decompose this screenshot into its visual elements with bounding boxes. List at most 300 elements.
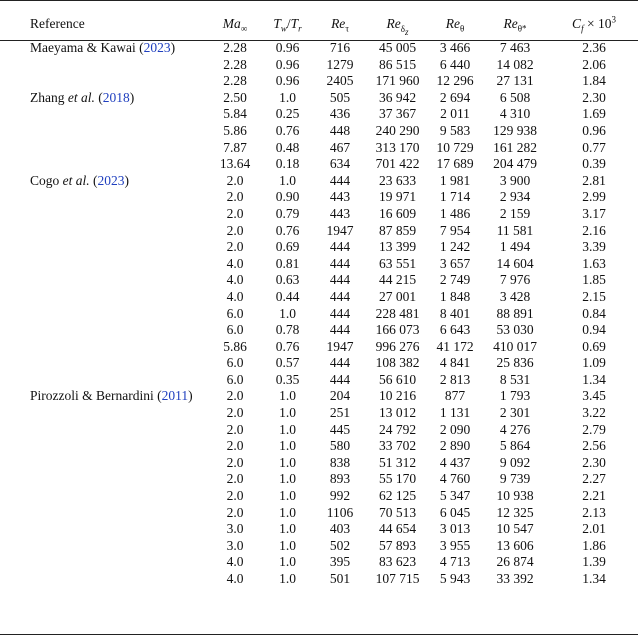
reference-cell [0, 488, 210, 505]
cell-cf: 2.06 [582, 56, 606, 72]
cell-re-delta: 63 551 [378, 255, 417, 271]
reference-author: Cogo [30, 172, 60, 188]
cell-re-delta: 45 005 [378, 40, 417, 55]
cell-re-theta-star: 12 325 [496, 504, 534, 520]
cell-cf: 2.16 [582, 222, 606, 238]
cell-mach: 2.0 [226, 421, 244, 437]
reference-cell [0, 521, 210, 538]
cell-re-theta-star: 2 934 [499, 189, 531, 205]
cell-re-theta: 2 011 [440, 106, 470, 122]
reference-cell [0, 455, 210, 472]
cell-mach: 6.0 [226, 305, 244, 321]
cell-re-theta: 4 437 [439, 454, 471, 470]
table-row [0, 488, 638, 505]
reference-author: Maeyama & Kawai [30, 40, 136, 55]
cell-cf: 2.30 [582, 454, 606, 470]
col-header-mach [210, 8, 260, 40]
cell-re-delta: 44 654 [378, 521, 417, 537]
reference-cell [0, 422, 210, 439]
cell-re-theta: 2 749 [439, 272, 471, 288]
cell-re-tau: 444 [329, 272, 351, 288]
cell-temp-ratio: 1.0 [279, 388, 296, 404]
cell-mach: 2.0 [226, 205, 244, 221]
reference-et-al: et al. [62, 172, 90, 188]
reference-year-link[interactable]: 2011 [161, 388, 189, 404]
cell-re-theta: 1 242 [439, 239, 471, 255]
cell-re-tau: 893 [329, 471, 351, 487]
cell-mach: 5.86 [223, 122, 247, 138]
cell-temp-ratio: 0.90 [275, 189, 300, 205]
reference-cell [0, 322, 210, 339]
cell-cf: 2.01 [582, 521, 606, 537]
reference-cell [0, 372, 210, 389]
cell-re-tau: 502 [329, 537, 351, 553]
cell-cf: 1.63 [582, 255, 606, 271]
cell-re-delta: 701 422 [375, 156, 420, 172]
cell-re-theta-star: 33 392 [496, 571, 534, 586]
header-reference-label: Reference [30, 16, 85, 31]
cell-cf: 0.39 [582, 156, 606, 172]
cell-re-theta-star: 3 900 [499, 172, 531, 188]
reference-year-link[interactable]: 2023 [97, 172, 125, 188]
table-row [0, 239, 638, 256]
cell-re-delta: 57 893 [378, 537, 417, 553]
table-row [0, 106, 638, 123]
cell-re-theta: 1 848 [439, 288, 471, 304]
data-table [0, 8, 638, 588]
cell-re-theta: 3 013 [439, 521, 471, 537]
cell-temp-ratio: 1.0 [279, 488, 296, 504]
cell-re-tau: 436 [329, 106, 351, 122]
cell-temp-ratio: 1.0 [279, 172, 296, 188]
cell-cf: 2.99 [582, 189, 606, 205]
cell-re-delta: 16 609 [378, 205, 417, 221]
reference-cell [0, 538, 210, 555]
cell-mach: 4.0 [226, 288, 244, 304]
header-cf-subscript: f [581, 23, 584, 34]
table-row [0, 156, 638, 173]
cell-temp-ratio: 1.0 [279, 89, 296, 105]
header-re-delta-subsubscript: z [404, 26, 409, 37]
cell-re-theta-star: 1 494 [499, 239, 531, 255]
cell-re-tau: 1947 [326, 222, 354, 238]
table-body [0, 40, 638, 588]
cell-re-theta-star: 129 938 [493, 122, 537, 138]
cell-re-theta: 5 347 [439, 488, 471, 504]
cell-cf: 0.84 [582, 305, 606, 321]
table-row [0, 272, 638, 289]
cell-temp-ratio: 0.96 [275, 73, 300, 89]
reference-cell [0, 123, 210, 140]
cell-mach: 2.0 [226, 189, 244, 205]
cell-cf: 0.96 [582, 122, 606, 138]
cell-re-theta-star: 14 604 [496, 255, 534, 271]
reference-cell [0, 239, 210, 256]
reference-year-link[interactable]: 2023 [143, 40, 171, 55]
cell-re-tau: 634 [329, 156, 351, 172]
table-row [0, 189, 638, 206]
cell-re-tau: 204 [329, 388, 351, 404]
cell-cf: 2.56 [582, 438, 606, 454]
cell-re-theta-star: 2 301 [499, 405, 531, 421]
cell-re-theta-star: 11 581 [496, 222, 534, 238]
cell-re-delta: 996 276 [375, 338, 420, 354]
cell-re-delta: 107 715 [375, 571, 420, 586]
cell-cf: 1.34 [582, 571, 606, 586]
cell-re-delta: 13 012 [378, 405, 417, 421]
header-re-theta-symbol: Re [445, 16, 460, 31]
table-row [0, 405, 638, 422]
table-bottom-rule [0, 634, 638, 635]
cell-re-theta-star: 3 428 [499, 288, 531, 304]
cell-re-theta: 877 [444, 388, 466, 404]
cell-temp-ratio: 0.96 [275, 56, 300, 72]
header-cf-multiplier: × 10 [583, 16, 612, 31]
reference-author: Zhang [30, 89, 65, 105]
cell-temp-ratio: 0.48 [275, 139, 300, 155]
cell-mach: 6.0 [226, 322, 244, 338]
cell-re-delta: 86 515 [378, 56, 417, 72]
cell-temp-ratio: 0.81 [275, 255, 300, 271]
table-row [0, 455, 638, 472]
cell-re-delta: 171 960 [375, 73, 420, 89]
table-row [0, 355, 638, 372]
cell-mach: 4.0 [226, 272, 244, 288]
cell-cf: 1.09 [582, 355, 606, 371]
cell-cf: 1.69 [582, 106, 606, 122]
cell-re-tau: 444 [329, 172, 351, 188]
reference-cell [0, 189, 210, 206]
cell-re-delta: 166 073 [375, 322, 420, 338]
table-row [0, 388, 638, 405]
reference-et-al: et al. [67, 89, 95, 105]
cell-temp-ratio: 0.76 [275, 122, 300, 138]
cell-temp-ratio: 1.0 [279, 554, 296, 570]
header-tr-subscript: r [298, 23, 302, 34]
table-row [0, 505, 638, 522]
cell-temp-ratio: 0.78 [275, 322, 300, 338]
reference-cell [0, 339, 210, 356]
cell-re-theta-star: 27 131 [496, 73, 534, 89]
cell-re-theta-star: 9 092 [499, 454, 531, 470]
cell-re-theta: 6 643 [439, 322, 471, 338]
cell-re-tau: 2405 [326, 73, 354, 89]
cell-re-delta: 37 367 [378, 106, 417, 122]
cell-mach: 2.0 [226, 172, 244, 188]
cell-re-theta: 17 689 [436, 156, 474, 172]
cell-temp-ratio: 1.0 [279, 504, 296, 520]
cell-re-tau: 467 [329, 139, 351, 155]
cell-re-theta-star: 204 479 [493, 156, 537, 172]
table-row [0, 372, 638, 389]
cell-re-delta: 70 513 [378, 504, 417, 520]
cell-cf: 2.21 [582, 488, 606, 504]
reference-cell [0, 256, 210, 273]
cell-mach: 13.64 [219, 156, 251, 172]
cell-re-tau: 448 [329, 122, 351, 138]
cell-temp-ratio: 1.0 [279, 454, 296, 470]
reference-year-link[interactable]: 2018 [102, 89, 130, 105]
cell-re-theta: 41 172 [436, 338, 474, 354]
cell-re-theta: 3 955 [439, 537, 471, 553]
col-header-re-theta [430, 8, 480, 40]
cell-cf: 2.15 [582, 288, 606, 304]
cell-re-tau: 444 [329, 239, 351, 255]
cell-re-theta-star: 4 276 [499, 421, 531, 437]
cell-re-theta-star: 8 531 [499, 371, 531, 387]
cell-re-delta: 51 312 [378, 454, 417, 470]
header-re-delta-subscript: δ [400, 23, 405, 34]
cell-re-delta: 13 399 [378, 239, 417, 255]
cell-cf: 3.17 [582, 205, 606, 221]
cell-re-theta: 6 045 [439, 504, 471, 520]
cell-re-theta: 1 486 [439, 205, 471, 221]
reference-cell [0, 505, 210, 522]
cell-temp-ratio: 0.79 [275, 205, 300, 221]
cell-re-tau: 1279 [326, 56, 354, 72]
col-header-temp-ratio: $T_w/T_r$ [273, 16, 302, 34]
cell-re-delta: 10 216 [378, 388, 417, 404]
cell-cf: 3.39 [582, 239, 606, 255]
cell-re-theta-star: 2 159 [499, 205, 531, 221]
header-re-delta-symbol: Re [386, 16, 401, 31]
cell-re-tau: 443 [329, 205, 351, 221]
header-ma-symbol: Ma [222, 16, 241, 31]
reference-cell [0, 57, 210, 74]
cell-cf: 2.27 [582, 471, 606, 487]
cell-re-theta: 7 954 [439, 222, 471, 238]
table-row [0, 90, 638, 107]
cell-re-tau: 403 [329, 521, 351, 537]
cell-mach: 3.0 [226, 521, 244, 537]
cell-re-theta-star: 410 017 [493, 338, 537, 354]
cell-re-theta-star: 88 891 [496, 305, 534, 321]
cell-cf: 2.79 [582, 421, 606, 437]
reference-cell: Pirozzoli & Bernardini (2011) [30, 388, 193, 404]
header-tr-symbol: T [290, 16, 299, 31]
reference-cell [0, 272, 210, 289]
cell-temp-ratio: 0.35 [275, 371, 300, 387]
cell-re-theta-star: 7 976 [499, 272, 531, 288]
table-row [0, 140, 638, 157]
cell-mach: 2.0 [226, 388, 244, 404]
cell-mach: 2.28 [223, 73, 247, 89]
cell-re-theta-star: 7 463 [499, 40, 531, 55]
reference-cell [0, 223, 210, 240]
header-tw-subscript: w [280, 23, 287, 34]
cell-cf: 2.30 [582, 89, 606, 105]
reference-cell [0, 140, 210, 157]
cell-temp-ratio: 1.0 [279, 405, 296, 421]
cell-temp-ratio: 1.0 [279, 438, 296, 454]
cell-mach: 2.0 [226, 405, 244, 421]
cell-re-tau: 444 [329, 255, 351, 271]
cell-mach: 7.87 [223, 139, 247, 155]
table-row [0, 206, 638, 223]
table-row [0, 123, 638, 140]
reference-cell [0, 306, 210, 323]
cell-re-tau: 838 [329, 454, 351, 470]
cell-temp-ratio: 0.25 [275, 106, 300, 122]
cell-temp-ratio: 0.63 [275, 272, 300, 288]
cell-re-theta-star: 4 310 [499, 106, 531, 122]
cell-temp-ratio: 0.76 [275, 222, 300, 238]
cell-mach: 2.0 [226, 488, 244, 504]
cell-re-theta-star: 1 793 [499, 388, 531, 404]
cell-re-theta-star: 5 864 [499, 438, 531, 454]
cell-re-theta: 8 401 [439, 305, 471, 321]
cell-re-tau: 444 [329, 371, 351, 387]
cell-temp-ratio: 0.57 [275, 355, 300, 371]
reference-cell [0, 156, 210, 173]
cell-mach: 2.28 [223, 40, 247, 55]
cell-temp-ratio: 0.69 [275, 239, 300, 255]
table-row [0, 223, 638, 240]
cell-re-theta: 2 694 [439, 89, 471, 105]
table-top-rule [0, 0, 638, 1]
cell-re-theta: 1 981 [439, 172, 471, 188]
cell-re-delta: 228 481 [375, 305, 420, 321]
cell-mach: 2.0 [226, 504, 244, 520]
cell-re-tau: 444 [329, 288, 351, 304]
header-row [0, 8, 638, 40]
cell-mach: 4.0 [226, 571, 244, 586]
cell-re-delta: 87 859 [378, 222, 417, 238]
header-cf-symbol: C [572, 16, 582, 31]
cell-cf: 2.36 [582, 40, 606, 55]
reference-cell [0, 554, 210, 571]
table-row [0, 40, 638, 57]
table-row [0, 571, 638, 588]
cell-cf: 3.45 [582, 388, 606, 404]
cell-cf: 0.69 [582, 338, 606, 354]
cell-cf: 1.34 [582, 371, 606, 387]
cell-re-delta: 19 971 [378, 189, 417, 205]
cell-temp-ratio: 0.18 [275, 156, 300, 172]
cell-re-theta: 6 440 [439, 56, 471, 72]
cell-re-theta: 4 841 [439, 355, 471, 371]
reference-cell [0, 571, 210, 588]
cell-cf: 0.94 [582, 322, 606, 338]
cell-re-delta: 27 001 [378, 288, 417, 304]
col-header-re-delta [365, 8, 430, 40]
table-row [0, 422, 638, 439]
cell-cf: 1.84 [582, 73, 606, 89]
cell-re-theta: 2 090 [439, 421, 471, 437]
cell-re-theta: 1 131 [439, 405, 471, 421]
table-row [0, 521, 638, 538]
cell-re-delta: 55 170 [378, 471, 417, 487]
reference-cell [0, 106, 210, 123]
reference-cell [0, 289, 210, 306]
cell-re-tau: 501 [329, 571, 351, 586]
col-header-reference [0, 8, 210, 40]
cell-re-delta: 44 215 [378, 272, 417, 288]
cell-mach: 5.86 [223, 338, 247, 354]
cell-re-tau: 505 [329, 89, 351, 105]
col-header-re-tau [315, 8, 365, 40]
cell-re-delta: 83 623 [378, 554, 417, 570]
cell-cf: 1.39 [582, 554, 606, 570]
cell-temp-ratio: 0.96 [275, 40, 300, 55]
cell-mach: 6.0 [226, 371, 244, 387]
cell-re-theta-star: 26 874 [496, 554, 534, 570]
cell-re-theta: 3 657 [439, 255, 471, 271]
table-row [0, 73, 638, 90]
cell-re-theta-star: 9 739 [499, 471, 531, 487]
cell-re-delta: 36 942 [378, 89, 417, 105]
cell-re-tau: 444 [329, 322, 351, 338]
cell-re-delta: 108 382 [375, 355, 420, 371]
cell-cf: 1.86 [582, 537, 606, 553]
cell-re-theta-star: 161 282 [493, 139, 537, 155]
header-tw-symbol: T [273, 16, 281, 31]
cell-re-theta: 10 729 [436, 139, 474, 155]
table-row [0, 256, 638, 273]
table-row [0, 322, 638, 339]
cell-re-tau: 445 [329, 421, 351, 437]
col-header-cf [550, 8, 638, 40]
header-re-theta-subscript: θ [459, 23, 465, 34]
cell-temp-ratio: 0.76 [275, 338, 300, 354]
cell-re-tau: 251 [329, 405, 351, 421]
cell-mach: 2.50 [223, 89, 247, 105]
cell-re-theta-star: 25 836 [496, 355, 534, 371]
cell-re-theta: 3 466 [439, 40, 471, 55]
cell-cf: 2.81 [582, 172, 606, 188]
table-row [0, 538, 638, 555]
cell-re-theta-star: 13 606 [496, 537, 534, 553]
header-re-theta-star-subscript: θ* [517, 23, 527, 34]
cell-re-tau: 443 [329, 189, 351, 205]
cell-mach: 2.28 [223, 56, 247, 72]
cell-re-theta-star: 6 508 [499, 89, 531, 105]
header-re-tau-subscript: τ [345, 23, 349, 34]
cell-temp-ratio: 1.0 [279, 471, 296, 487]
cell-mach: 2.0 [226, 222, 244, 238]
cell-mach: 4.0 [226, 255, 244, 271]
table-row [0, 289, 638, 306]
header-re-theta-star-symbol: Re [503, 16, 518, 31]
cell-mach: 2.0 [226, 471, 244, 487]
cell-re-delta: 33 702 [378, 438, 417, 454]
cell-mach: 6.0 [226, 355, 244, 371]
reference-cell [0, 471, 210, 488]
cell-mach: 2.0 [226, 239, 244, 255]
cell-re-tau: 992 [329, 488, 351, 504]
reference-cell [0, 355, 210, 372]
cell-mach: 5.84 [223, 106, 247, 122]
cell-re-tau: 1106 [326, 504, 354, 520]
header-re-tau-symbol: Re [331, 16, 346, 31]
cell-re-theta-star: 14 082 [496, 56, 534, 72]
cell-re-theta-star: 10 938 [496, 488, 534, 504]
cell-mach: 2.0 [226, 438, 244, 454]
cell-re-theta: 12 296 [436, 73, 474, 89]
cell-re-tau: 580 [329, 438, 351, 454]
table-row [0, 554, 638, 571]
cell-re-theta: 5 943 [439, 571, 471, 586]
cell-re-tau: 395 [329, 554, 351, 570]
cell-mach: 2.0 [226, 454, 244, 470]
cell-cf: 1.85 [582, 272, 606, 288]
col-header-re-theta-star [480, 8, 550, 40]
cell-mach: 4.0 [226, 554, 244, 570]
table-row [0, 306, 638, 323]
cell-re-delta: 62 125 [378, 488, 417, 504]
reference-author: Pirozzoli & Bernardini [30, 388, 154, 404]
cell-cf: 2.13 [582, 504, 606, 520]
